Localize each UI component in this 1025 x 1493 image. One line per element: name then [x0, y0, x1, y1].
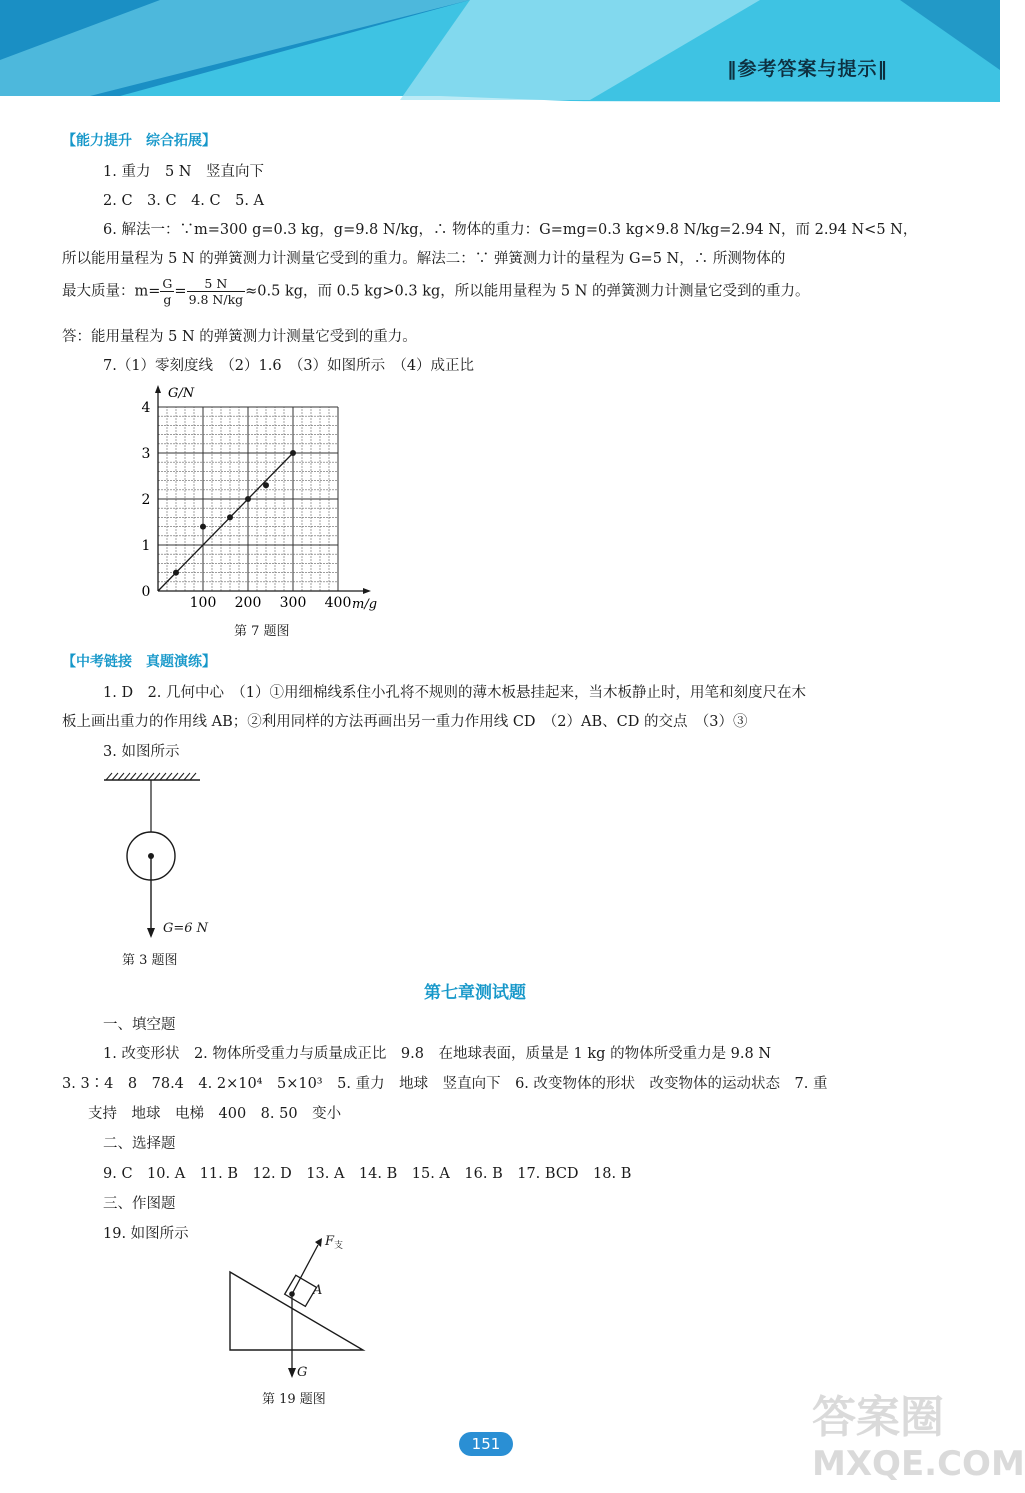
chart-g-vs-m	[130, 378, 390, 618]
section-label-exam: 【中考链接 真题演练】	[62, 654, 216, 670]
fraction-5n-over-9.8	[187, 276, 246, 307]
chart-point	[227, 514, 233, 520]
answer-q6-line1: 6. 解法一：∵m=300 g=0.3 kg，g=9.8 N/kg，∴ 物体的重力：G=mg=0.3 kg×9.8 N/kg=2.94 N，而 2.94 N<5 N，	[103, 222, 918, 238]
chart-point	[263, 482, 269, 488]
q6-line3-prefix: 最大质量：m=	[62, 283, 161, 300]
answer-q2-5: 2. C 3. C 4. C 5. A	[103, 193, 265, 209]
fill-line3: 支持 地球 电梯 400 8. 50 变小	[88, 1106, 342, 1122]
chart-x-axis-arrow	[363, 588, 371, 594]
exam-q1-line1: 1. D 2. 几何中心 （1）①用细棉线系住小孔将不规则的薄木板悬挂起来，当木板静止时，用笔和刻度尺在木	[103, 685, 806, 701]
chart-y-tick-label: 4	[141, 400, 151, 416]
block-a	[285, 1275, 317, 1306]
chart-point	[173, 570, 179, 576]
support-force-arrowhead	[315, 1238, 322, 1247]
gravity-arrowhead	[147, 928, 155, 938]
ceiling-hatching	[106, 773, 196, 780]
answer-q1: 1. 重力 5 N 竖直向下	[103, 164, 264, 180]
chart-y-axis-arrow	[155, 385, 161, 393]
frac1-numerator: G	[162, 276, 173, 291]
figure19-caption: 第 19 题图	[262, 1392, 326, 1407]
page-number: 151	[459, 1432, 513, 1456]
chart-x-tick-label: 100	[189, 595, 217, 611]
choice-answers: 9. C 10. A 11. B 12. D 13. A 14. B 15. A 16. B 17. BCD 18. B	[103, 1166, 632, 1182]
fill-line2: 3. 3∶4 8 78.4 4. 2×10⁴ 5×10³ 5. 重力 地球 竖直向下 6. 改变物体的形状 改变物体的运动状态 7. 重	[62, 1076, 828, 1092]
watermark	[812, 1392, 1025, 1487]
answer-q6-line2: 所以能用量程为 5 N 的弹簧测力计测量它受到的重力。解法二：∵ 弹簧测力计的量程为 G=5 N，∴ 所测物体的	[62, 251, 786, 267]
figure3-force-label: G=6 N	[163, 921, 209, 936]
frac1-denominator: g	[163, 292, 172, 307]
answer-q7: 7.（1）零刻度线 （2）1.6 （3）如图所示 （4）成正比	[103, 358, 475, 374]
fraction-g-over-g	[160, 276, 174, 307]
exam-q1-line2: 板上画出重力的作用线 AB；②利用同样的方法再画出另一重力作用线 CD （2）AB、CD 的交点 （3）③	[62, 714, 748, 730]
figure3-caption: 第 3 题图	[122, 953, 178, 968]
chart-point	[245, 496, 251, 502]
section-label-ability: 【能力提升 综合拓展】	[62, 133, 216, 149]
part2-heading: 二、选择题	[103, 1136, 176, 1152]
exam-q3: 3. 如图所示	[103, 744, 180, 760]
figure19-point-label: A	[313, 1283, 323, 1298]
chart-y-ticks	[142, 400, 151, 554]
figure-hanging-ball	[100, 770, 220, 945]
part3-heading: 三、作图题	[103, 1196, 176, 1212]
support-force-symbol: F	[325, 1234, 335, 1249]
watermark-line2: MXQE.COM	[812, 1444, 1025, 1484]
q6-line3-suffix: ≈0.5 kg，而 0.5 kg>0.3 kg，所以能用量程为 5 N 的弹簧测力计测量它受到的重力。	[245, 283, 810, 300]
part1-heading: 一、填空题	[103, 1017, 176, 1033]
support-force-subscript: 支	[334, 1241, 344, 1251]
chart-x-ticks	[190, 595, 352, 611]
frac2-numerator: 5 N	[187, 276, 246, 292]
chart-y-tick-label: 3	[141, 446, 151, 462]
chart-fit-line	[158, 453, 293, 591]
chart-x-tick-label: 200	[234, 595, 262, 611]
chart-point	[200, 524, 206, 530]
chart-y-label: G/N	[168, 386, 195, 401]
answer-q6-line3	[62, 276, 810, 307]
chart-origin-label: 0	[141, 584, 151, 600]
answer-q6-conclusion: 答：能用量程为 5 N 的弹簧测力计测量它受到的重力。	[62, 329, 417, 345]
chart-x-label: m/g	[352, 597, 378, 612]
chart-y-tick-label: 2	[141, 492, 151, 508]
figure19-support-label	[325, 1234, 343, 1251]
chart-x-tick-label: 300	[279, 595, 307, 611]
frac2-denominator: 9.8 N/kg	[188, 292, 244, 307]
watermark-line1: 答案圈	[812, 1392, 944, 1443]
chart-caption: 第 7 题图	[234, 624, 290, 639]
chart-x-tick-label: 400	[324, 595, 352, 611]
chapter-title: 第七章测试题	[424, 983, 526, 1003]
header-title: ‖参考答案与提示‖	[727, 58, 889, 80]
fill-line1: 1. 改变形状 2. 物体所受重力与质量成正比 9.8 在地球表面，质量是 1 kg 的物体所受重力是 9.8 N	[103, 1046, 772, 1062]
q6-equals: =	[174, 283, 187, 300]
chart-point	[290, 450, 296, 456]
drawing-q19: 19. 如图所示	[103, 1226, 189, 1242]
gravity-arrowhead-19	[288, 1368, 296, 1378]
chart-y-tick-label: 1	[141, 538, 151, 554]
figure-incline	[220, 1230, 380, 1385]
figure19-gravity-label: G	[297, 1365, 308, 1380]
